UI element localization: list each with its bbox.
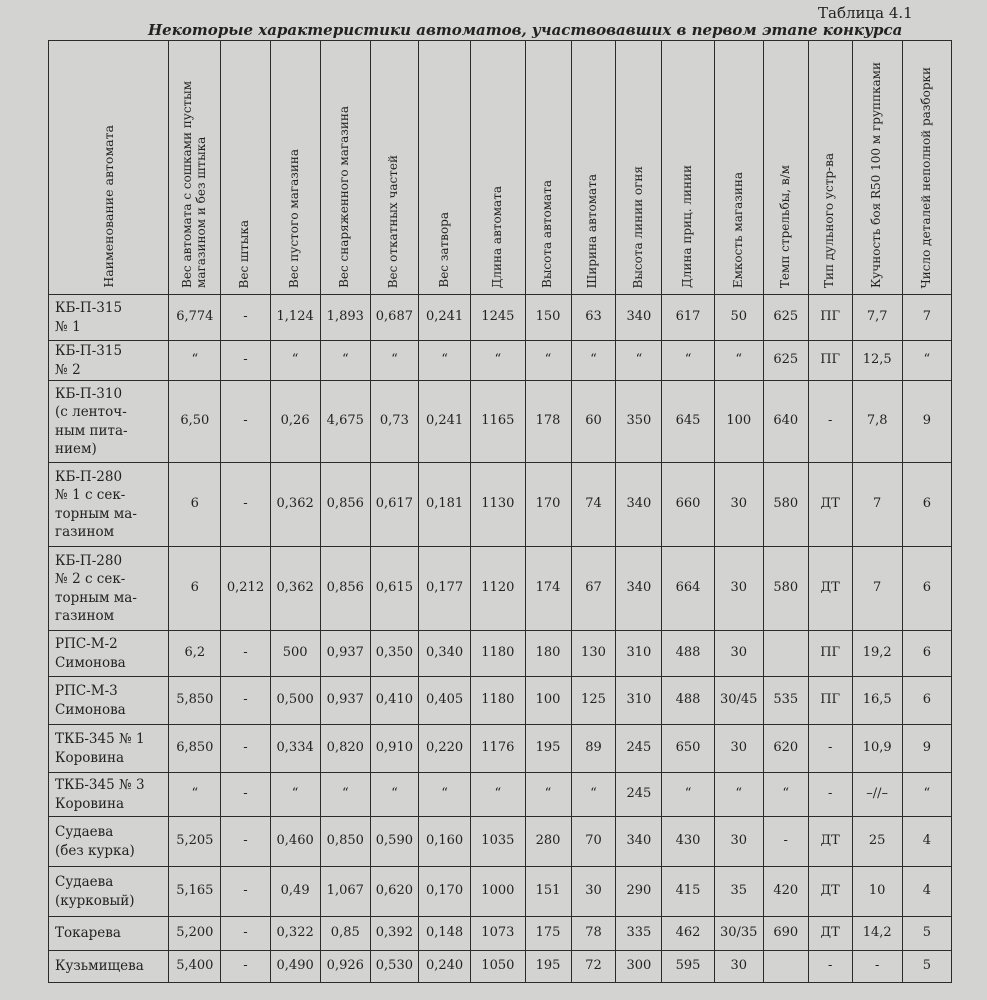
value-cell: 0,530: [370, 951, 418, 983]
column-header: Кучность боя R50 100 м группками: [852, 41, 902, 295]
value-cell: 1245: [471, 295, 525, 341]
value-cell: -: [808, 951, 852, 983]
value-cell: 690: [763, 917, 808, 951]
value-cell: ДТ: [808, 867, 852, 917]
value-cell: 650: [662, 725, 714, 773]
value-cell: “: [270, 341, 320, 381]
value-cell: 0,49: [270, 867, 320, 917]
value-cell: -: [221, 867, 270, 917]
column-header: Тип дульного устр-ва: [808, 41, 852, 295]
value-cell: -: [221, 917, 270, 951]
value-cell: 1180: [471, 631, 525, 677]
value-cell: 0,170: [418, 867, 470, 917]
table-row: [49, 917, 952, 951]
value-cell: 6: [169, 547, 221, 631]
model-name-line: № 2 с сек-: [55, 571, 126, 588]
column-header: Наименование автомата: [49, 41, 169, 295]
value-cell: ПГ: [808, 341, 852, 381]
value-cell: 6: [902, 547, 951, 631]
value-cell: 300: [616, 951, 662, 983]
value-cell: 0,926: [320, 951, 370, 983]
table-row: [49, 547, 952, 631]
value-cell: 1,067: [320, 867, 370, 917]
model-name-cell: [49, 341, 169, 381]
value-cell: ПГ: [808, 631, 852, 677]
value-cell: 30/35: [714, 917, 763, 951]
value-cell: 0,322: [270, 917, 320, 951]
value-cell: 30: [714, 725, 763, 773]
column-header: Вес штыка: [221, 41, 270, 295]
value-cell: -: [808, 381, 852, 463]
model-name-line: Коровина: [55, 749, 124, 766]
value-cell: 0,85: [320, 917, 370, 951]
value-cell: 10: [852, 867, 902, 917]
value-cell: 640: [763, 381, 808, 463]
value-cell: 0,181: [418, 463, 470, 547]
value-cell: 580: [763, 463, 808, 547]
value-cell: 0,617: [370, 463, 418, 547]
table-row: [49, 867, 952, 917]
value-cell: 595: [662, 951, 714, 983]
value-cell: 125: [571, 677, 616, 725]
value-cell: 0,820: [320, 725, 370, 773]
value-cell: “: [662, 773, 714, 817]
value-cell: 1035: [471, 817, 525, 867]
model-name-cell: [49, 677, 169, 725]
value-cell: 1073: [471, 917, 525, 951]
value-cell: 0,856: [320, 463, 370, 547]
value-cell: -: [221, 381, 270, 463]
value-cell: “: [270, 773, 320, 817]
value-cell: 30/45: [714, 677, 763, 725]
value-cell: 6,850: [169, 725, 221, 773]
value-cell: 180: [525, 631, 571, 677]
model-name-line: торным ма-: [55, 589, 137, 606]
value-cell: 0,241: [418, 381, 470, 463]
value-cell: -: [221, 677, 270, 725]
table-row: [49, 677, 952, 725]
value-cell: 245: [616, 725, 662, 773]
table-row: [49, 631, 952, 677]
value-cell: 6: [169, 463, 221, 547]
value-cell: ДТ: [808, 463, 852, 547]
value-cell: 0,937: [320, 677, 370, 725]
value-cell: -: [763, 817, 808, 867]
model-name-line: ным пита-: [55, 422, 128, 439]
model-name-line: № 2: [55, 361, 81, 378]
model-name-cell: [49, 817, 169, 867]
value-cell: [763, 951, 808, 983]
value-cell: ДТ: [808, 817, 852, 867]
value-cell: 340: [616, 463, 662, 547]
model-name-line: Коровина: [55, 795, 124, 812]
table-row: [49, 773, 952, 817]
value-cell: 1,124: [270, 295, 320, 341]
value-cell: 50: [714, 295, 763, 341]
value-cell: 60: [571, 381, 616, 463]
model-name-line: Симонова: [55, 701, 126, 718]
value-cell: 0,160: [418, 817, 470, 867]
value-cell: “: [763, 773, 808, 817]
value-cell: 100: [525, 677, 571, 725]
value-cell: 7: [852, 463, 902, 547]
model-name-cell: [49, 295, 169, 341]
value-cell: 1176: [471, 725, 525, 773]
value-cell: “: [370, 341, 418, 381]
value-cell: 0,937: [320, 631, 370, 677]
value-cell: 7,7: [852, 295, 902, 341]
value-cell: 30: [571, 867, 616, 917]
table-row: [49, 725, 952, 773]
value-cell: 5: [902, 917, 951, 951]
value-cell: ПГ: [808, 677, 852, 725]
value-cell: “: [662, 341, 714, 381]
value-cell: 0,350: [370, 631, 418, 677]
value-cell: 178: [525, 381, 571, 463]
value-cell: 625: [763, 295, 808, 341]
value-cell: “: [525, 341, 571, 381]
value-cell: 7,8: [852, 381, 902, 463]
value-cell: 30: [714, 817, 763, 867]
column-header: Вес затвора: [418, 41, 470, 295]
value-cell: 0,410: [370, 677, 418, 725]
value-cell: 174: [525, 547, 571, 631]
value-cell: 6,2: [169, 631, 221, 677]
model-name-cell: [49, 773, 169, 817]
value-cell: 10,9: [852, 725, 902, 773]
model-name-line: Симонова: [55, 654, 126, 671]
model-name-line: РПС-М-3: [55, 683, 118, 700]
value-cell: 6: [902, 677, 951, 725]
value-cell: 620: [763, 725, 808, 773]
value-cell: 415: [662, 867, 714, 917]
value-cell: 0,362: [270, 463, 320, 547]
model-name-line: газином: [55, 607, 115, 624]
column-header: Вес откатных частей: [370, 41, 418, 295]
table-row: [49, 295, 952, 341]
model-name-cell: [49, 631, 169, 677]
value-cell: “: [616, 341, 662, 381]
value-cell: 1130: [471, 463, 525, 547]
value-cell: “: [714, 773, 763, 817]
value-cell: 0,26: [270, 381, 320, 463]
value-cell: 0,500: [270, 677, 320, 725]
value-cell: 16,5: [852, 677, 902, 725]
value-cell: 245: [616, 773, 662, 817]
table-row: [49, 381, 952, 463]
value-cell: 0,177: [418, 547, 470, 631]
table-number: Таблица 4.1: [818, 4, 913, 22]
value-cell: 310: [616, 631, 662, 677]
value-cell: 19,2: [852, 631, 902, 677]
characteristics-table: [48, 40, 952, 983]
value-cell: -: [221, 951, 270, 983]
value-cell: 1120: [471, 547, 525, 631]
column-header: Длина приц. линии: [662, 41, 714, 295]
value-cell: 89: [571, 725, 616, 773]
column-header: Темп стрельбы, в/м: [763, 41, 808, 295]
value-cell: 5,200: [169, 917, 221, 951]
value-cell: 150: [525, 295, 571, 341]
value-cell: “: [471, 341, 525, 381]
value-cell: 0,241: [418, 295, 470, 341]
model-name-line: КБ-П-315: [55, 300, 123, 317]
value-cell: 12,5: [852, 341, 902, 381]
model-name-line: КБ-П-310: [55, 386, 123, 403]
column-header: Число деталей неполной разборки: [902, 41, 951, 295]
value-cell: 500: [270, 631, 320, 677]
value-cell: 0,490: [270, 951, 320, 983]
model-name-cell: [49, 725, 169, 773]
value-cell: “: [418, 341, 470, 381]
value-cell: 335: [616, 917, 662, 951]
value-cell: 5,165: [169, 867, 221, 917]
value-cell: ДТ: [808, 547, 852, 631]
value-cell: -: [221, 295, 270, 341]
table-row: [49, 463, 952, 547]
value-cell: -: [221, 773, 270, 817]
value-cell: 5: [902, 951, 951, 983]
model-name-line: ТКБ-345 № 3: [55, 777, 145, 794]
value-cell: 9: [902, 725, 951, 773]
value-cell: 0,687: [370, 295, 418, 341]
value-cell: 70: [571, 817, 616, 867]
value-cell: 0,334: [270, 725, 320, 773]
value-cell: -: [221, 341, 270, 381]
value-cell: 170: [525, 463, 571, 547]
table-row: [49, 817, 952, 867]
model-name-line: КБ-П-280: [55, 469, 123, 486]
value-cell: 0,405: [418, 677, 470, 725]
value-cell: “: [902, 773, 951, 817]
value-cell: 63: [571, 295, 616, 341]
value-cell: 0,340: [418, 631, 470, 677]
value-cell: 1,893: [320, 295, 370, 341]
value-cell: 14,2: [852, 917, 902, 951]
value-cell: 0,362: [270, 547, 320, 631]
model-name-line: Судаева: [55, 874, 114, 891]
value-cell: 5,850: [169, 677, 221, 725]
value-cell: 617: [662, 295, 714, 341]
value-cell: “: [169, 341, 221, 381]
value-cell: 6,774: [169, 295, 221, 341]
value-cell: “: [571, 773, 616, 817]
value-cell: 5,400: [169, 951, 221, 983]
table-body: [49, 295, 952, 983]
column-header: Ширина автомата: [571, 41, 616, 295]
column-header: Высота автомата: [525, 41, 571, 295]
value-cell: 6: [902, 631, 951, 677]
value-cell: 4: [902, 867, 951, 917]
model-name-line: Кузьмищева: [55, 958, 144, 975]
value-cell: 4: [902, 817, 951, 867]
value-cell: 0,220: [418, 725, 470, 773]
value-cell: 130: [571, 631, 616, 677]
value-cell: 175: [525, 917, 571, 951]
value-cell: 30: [714, 631, 763, 677]
value-cell: 72: [571, 951, 616, 983]
model-name-line: РПС-М-2: [55, 636, 118, 653]
value-cell: 4,675: [320, 381, 370, 463]
value-cell: -: [808, 725, 852, 773]
value-cell: 340: [616, 295, 662, 341]
value-cell: 30: [714, 547, 763, 631]
value-cell: 625: [763, 341, 808, 381]
model-name-line: Токарева: [55, 925, 121, 942]
model-name-cell: [49, 867, 169, 917]
value-cell: 151: [525, 867, 571, 917]
value-cell: 74: [571, 463, 616, 547]
model-name-line: Судаева: [55, 824, 114, 841]
value-cell: ДТ: [808, 917, 852, 951]
value-cell: 535: [763, 677, 808, 725]
model-name-line: КБ-П-280: [55, 553, 123, 570]
value-cell: 30: [714, 951, 763, 983]
value-cell: 9: [902, 381, 951, 463]
value-cell: 0,590: [370, 817, 418, 867]
value-cell: 1165: [471, 381, 525, 463]
value-cell: 462: [662, 917, 714, 951]
value-cell: “: [902, 341, 951, 381]
value-cell: 78: [571, 917, 616, 951]
value-cell: -: [221, 817, 270, 867]
value-cell: -: [808, 773, 852, 817]
value-cell: 1000: [471, 867, 525, 917]
column-header: Вес снаряженного магазина: [320, 41, 370, 295]
value-cell: 340: [616, 547, 662, 631]
value-cell: 0,856: [320, 547, 370, 631]
value-cell: 0,910: [370, 725, 418, 773]
value-cell: “: [418, 773, 470, 817]
value-cell: 0,240: [418, 951, 470, 983]
value-cell: 488: [662, 677, 714, 725]
value-cell: ПГ: [808, 295, 852, 341]
value-cell: “: [320, 341, 370, 381]
value-cell: -: [221, 725, 270, 773]
model-name-cell: [49, 381, 169, 463]
column-header: Емкость магазина: [714, 41, 763, 295]
value-cell: 0,73: [370, 381, 418, 463]
value-cell: “: [571, 341, 616, 381]
value-cell: 420: [763, 867, 808, 917]
value-cell: -: [852, 951, 902, 983]
value-cell: 0,460: [270, 817, 320, 867]
value-cell: 0,212: [221, 547, 270, 631]
value-cell: 280: [525, 817, 571, 867]
value-cell: 430: [662, 817, 714, 867]
value-cell: “: [525, 773, 571, 817]
model-name-line: (без курка): [55, 842, 135, 859]
value-cell: –//–: [852, 773, 902, 817]
value-cell: 67: [571, 547, 616, 631]
header-row: [49, 41, 952, 295]
model-name-line: (курковый): [55, 892, 135, 909]
model-name-cell: [49, 951, 169, 983]
value-cell: 35: [714, 867, 763, 917]
value-cell: “: [320, 773, 370, 817]
value-cell: 195: [525, 725, 571, 773]
value-cell: [763, 631, 808, 677]
model-name-line: газином: [55, 523, 115, 540]
value-cell: 6,50: [169, 381, 221, 463]
value-cell: 645: [662, 381, 714, 463]
value-cell: 0,392: [370, 917, 418, 951]
column-header: Длина автомата: [471, 41, 525, 295]
column-header: Вес автомата с сошками пустым магазином и без штыка: [169, 41, 221, 295]
value-cell: 310: [616, 677, 662, 725]
value-cell: 30: [714, 463, 763, 547]
value-cell: 0,148: [418, 917, 470, 951]
value-cell: “: [471, 773, 525, 817]
table-caption: Некоторые характеристики автоматов, участвовавших в первом этапе конкурса: [148, 21, 903, 39]
model-name-line: ТКБ-345 № 1: [55, 731, 145, 748]
value-cell: 1180: [471, 677, 525, 725]
value-cell: “: [714, 341, 763, 381]
value-cell: 25: [852, 817, 902, 867]
value-cell: 660: [662, 463, 714, 547]
model-name-line: (с ленточ-: [55, 404, 127, 421]
model-name-line: КБ-П-315: [55, 343, 123, 360]
value-cell: 0,620: [370, 867, 418, 917]
value-cell: 100: [714, 381, 763, 463]
column-header: Высота линии огня: [616, 41, 662, 295]
value-cell: 5,205: [169, 817, 221, 867]
value-cell: 580: [763, 547, 808, 631]
value-cell: 195: [525, 951, 571, 983]
table-row: [49, 951, 952, 983]
value-cell: 488: [662, 631, 714, 677]
value-cell: 7: [852, 547, 902, 631]
model-name-line: нием): [55, 440, 97, 457]
value-cell: 6: [902, 463, 951, 547]
model-name-cell: [49, 463, 169, 547]
value-cell: “: [370, 773, 418, 817]
model-name-line: № 1 с сек-: [55, 487, 126, 504]
column-header: Вес пустого магазина: [270, 41, 320, 295]
model-name-cell: [49, 917, 169, 951]
value-cell: 350: [616, 381, 662, 463]
value-cell: 0,615: [370, 547, 418, 631]
value-cell: 0,850: [320, 817, 370, 867]
value-cell: -: [221, 463, 270, 547]
model-name-cell: [49, 547, 169, 631]
value-cell: 1050: [471, 951, 525, 983]
value-cell: 664: [662, 547, 714, 631]
value-cell: 340: [616, 817, 662, 867]
table-row: [49, 341, 952, 381]
value-cell: 7: [902, 295, 951, 341]
model-name-line: торным ма-: [55, 505, 137, 522]
value-cell: “: [169, 773, 221, 817]
value-cell: 290: [616, 867, 662, 917]
model-name-line: № 1: [55, 318, 81, 335]
value-cell: -: [221, 631, 270, 677]
